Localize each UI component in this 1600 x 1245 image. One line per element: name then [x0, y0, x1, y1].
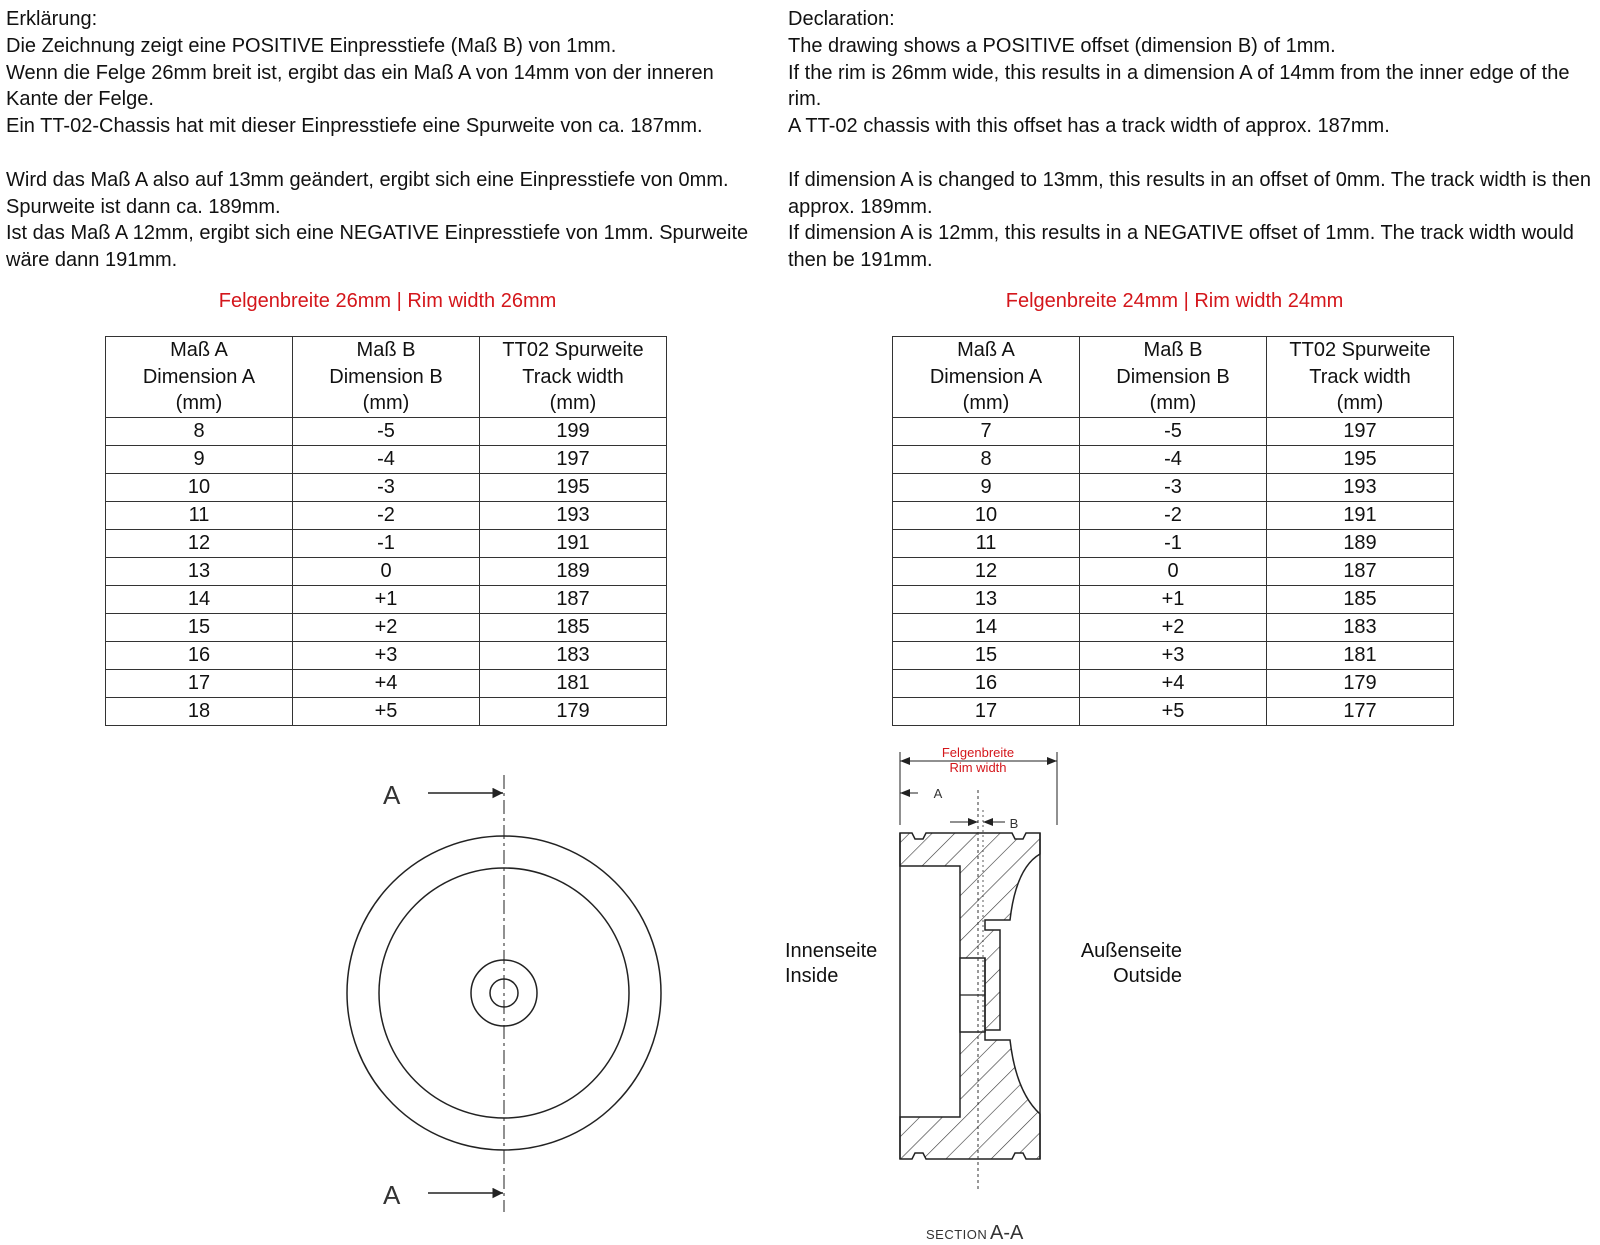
- cell-dimension-b: -2: [293, 502, 480, 530]
- dimension-a-arrow: [900, 789, 910, 797]
- explanation-text: If dimension A is changed to 13mm, this results in an offset of 0mm. The track width is then approx. 189mm.: [788, 168, 1591, 218]
- header-dimension-b: Maß B Dimension B (mm): [1080, 337, 1267, 418]
- cell-dimension-b: -4: [1080, 446, 1267, 474]
- rim-section-view: [785, 745, 1182, 1244]
- cell-dimension-b: -3: [293, 474, 480, 502]
- cell-track-width: 181: [480, 670, 667, 698]
- section-marker-bottom: A: [383, 1180, 401, 1210]
- cell-track-width: 187: [480, 586, 667, 614]
- header-dimension-a: Maß A Dimension A (mm): [106, 337, 293, 418]
- explanation-text: Wenn die Felge 26mm breit ist, ergibt das ein Maß A von 14mm von der inneren Kante der Felge.: [6, 61, 714, 111]
- cell-dimension-a: 17: [893, 698, 1080, 726]
- explanation-text: The drawing shows a POSITIVE offset (dimension B) of 1mm.: [788, 34, 1336, 57]
- cell-track-width: 191: [1267, 502, 1454, 530]
- cell-dimension-a: 11: [893, 530, 1080, 558]
- cell-track-width: 195: [1267, 446, 1454, 474]
- outside-label-en: Outside: [1113, 965, 1182, 987]
- explanation-text: A TT-02 chassis with this offset has a track width of approx. 187mm.: [788, 115, 1390, 138]
- cell-dimension-b: -2: [1080, 502, 1267, 530]
- cell-dimension-b: -1: [293, 530, 480, 558]
- cell-dimension-a: 11: [106, 502, 293, 530]
- cell-dimension-a: 12: [106, 530, 293, 558]
- cell-dimension-b: -5: [293, 418, 480, 446]
- header-track-width: TT02 Spurweite Track width (mm): [480, 337, 667, 418]
- cell-dimension-a: 16: [893, 670, 1080, 698]
- cell-track-width: 177: [1267, 698, 1454, 726]
- cell-dimension-a: 8: [106, 418, 293, 446]
- dimension-b-arrow-left: [968, 818, 978, 826]
- cell-dimension-b: +2: [293, 614, 480, 642]
- cell-dimension-a: 15: [893, 642, 1080, 670]
- cell-dimension-b: +4: [1080, 670, 1267, 698]
- cell-dimension-a: 15: [106, 614, 293, 642]
- rim-width-label-de: Felgenbreite: [941, 745, 1015, 760]
- explanation-text: Wird das Maß A also auf 13mm geändert, ergibt sich eine Einpresstiefe von 0mm. Spurweite ist dann ca. 189mm.: [6, 168, 729, 218]
- header-dimension-a: Maß A Dimension A (mm): [893, 337, 1080, 418]
- header-track-width: TT02 Spurweite Track width (mm): [1267, 337, 1454, 418]
- cell-dimension-b: +5: [293, 698, 480, 726]
- cell-dimension-b: 0: [1080, 558, 1267, 586]
- section-marker-top: A: [383, 780, 401, 810]
- table-caption-rim-26: Felgenbreite 26mm | Rim width 26mm: [218, 290, 557, 312]
- cell-track-width: 189: [1267, 530, 1454, 558]
- cell-dimension-a: 14: [893, 614, 1080, 642]
- cell-dimension-a: 16: [106, 642, 293, 670]
- cell-track-width: 185: [480, 614, 667, 642]
- cell-dimension-a: 10: [893, 502, 1080, 530]
- cell-track-width: 199: [480, 418, 667, 446]
- cell-dimension-a: 10: [106, 474, 293, 502]
- inside-label-en: Inside: [785, 965, 839, 987]
- inside-label-de: Innenseite: [785, 940, 878, 962]
- cell-track-width: 183: [480, 642, 667, 670]
- cell-track-width: 197: [480, 446, 667, 474]
- cell-track-width: 179: [1267, 670, 1454, 698]
- cell-dimension-b: -1: [1080, 530, 1267, 558]
- cell-dimension-a: 9: [106, 446, 293, 474]
- cell-track-width: 193: [1267, 474, 1454, 502]
- outside-label-de: Außenseite: [1080, 940, 1182, 962]
- cell-track-width: 193: [480, 502, 667, 530]
- cell-dimension-b: -4: [293, 446, 480, 474]
- cell-dimension-b: +3: [1080, 642, 1267, 670]
- cell-track-width: 189: [480, 558, 667, 586]
- cell-dimension-b: +3: [293, 642, 480, 670]
- cell-dimension-a: 9: [893, 474, 1080, 502]
- explanation-heading: Declaration:: [788, 8, 895, 30]
- cell-dimension-b: -3: [1080, 474, 1267, 502]
- cell-dimension-a: 13: [106, 558, 293, 586]
- rim-width-label-en: Rim width: [949, 760, 1007, 775]
- cell-dimension-b: +5: [1080, 698, 1267, 726]
- cell-dimension-b: +4: [293, 670, 480, 698]
- cell-track-width: 183: [1267, 614, 1454, 642]
- cell-dimension-a: 8: [893, 446, 1080, 474]
- table-caption-rim-24: Felgenbreite 24mm | Rim width 24mm: [1005, 290, 1344, 312]
- rim-width-arrow-left: [900, 757, 910, 765]
- cell-dimension-b: -5: [1080, 418, 1267, 446]
- explanation-text: Ein TT-02-Chassis hat mit dieser Einpresstiefe eine Spurweite von ca. 187mm.: [6, 115, 703, 138]
- cell-dimension-b: 0: [293, 558, 480, 586]
- cell-dimension-a: 18: [106, 698, 293, 726]
- cell-dimension-b: +2: [1080, 614, 1267, 642]
- cell-track-width: 191: [480, 530, 667, 558]
- header-dimension-b: Maß B Dimension B (mm): [293, 337, 480, 418]
- dimension-b-arrow-right: [983, 818, 993, 826]
- cell-track-width: 197: [1267, 418, 1454, 446]
- dimension-b-label: B: [1009, 816, 1019, 831]
- rim-width-arrow-right: [1047, 757, 1057, 765]
- explanation-text: If dimension A is 12mm, this results in a NEGATIVE offset of 1mm. The track width would then be 191mm.: [788, 222, 1574, 272]
- cell-dimension-b: +1: [293, 586, 480, 614]
- explanation-text: Die Zeichnung zeigt eine POSITIVE Einpresstiefe (Maß B) von 1mm.: [6, 34, 617, 57]
- cell-dimension-a: 7: [893, 418, 1080, 446]
- cell-track-width: 181: [1267, 642, 1454, 670]
- explanation-text: If the rim is 26mm wide, this results in a dimension A of 14mm from the inner edge of the rim.: [788, 61, 1570, 111]
- explanation-text: Ist das Maß A 12mm, ergibt sich eine NEGATIVE Einpresstiefe von 1mm. Spurweite wäre dann 191mm.: [6, 222, 749, 272]
- cell-dimension-a: 12: [893, 558, 1080, 586]
- cell-dimension-b: +1: [1080, 586, 1267, 614]
- cell-track-width: 195: [480, 474, 667, 502]
- cell-dimension-a: 14: [106, 586, 293, 614]
- rim-front-view: [347, 775, 661, 1212]
- cell-track-width: 185: [1267, 586, 1454, 614]
- cell-dimension-a: 17: [106, 670, 293, 698]
- explanation-heading: Erklärung:: [6, 8, 98, 30]
- dimension-a-label: A: [933, 786, 943, 801]
- cell-track-width: 179: [480, 698, 667, 726]
- section-title: SECTION: [926, 1227, 988, 1242]
- section-id: A-A: [990, 1222, 1024, 1244]
- cell-track-width: 187: [1267, 558, 1454, 586]
- cell-dimension-a: 13: [893, 586, 1080, 614]
